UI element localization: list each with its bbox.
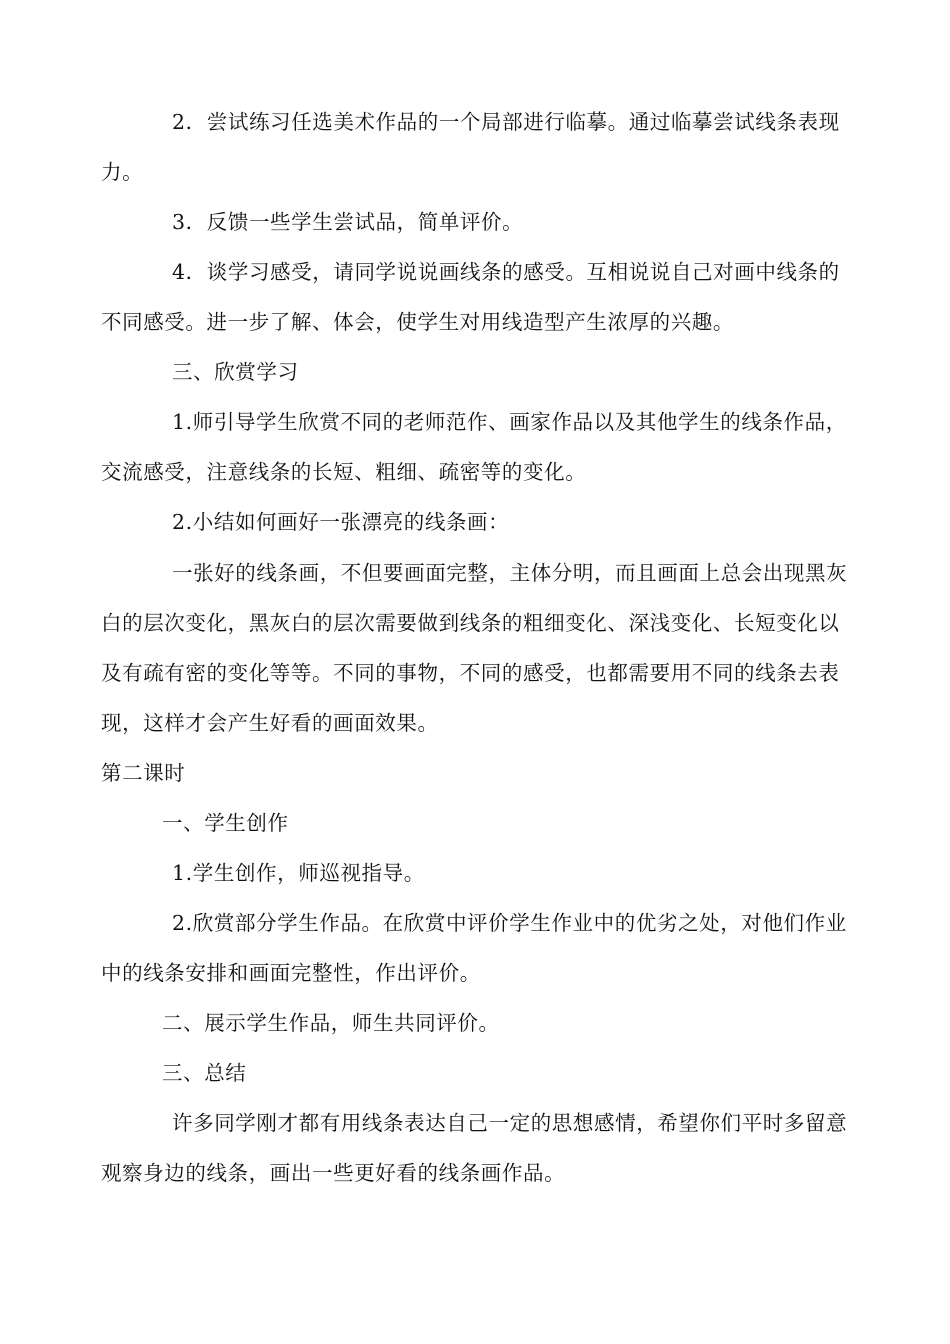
lesson-heading: 第二课时 [101, 761, 186, 785]
text-line-9: 2.小结如何画好一张漂亮的线条画： [172, 510, 510, 534]
text-line-18: 中的线条安排和画面完整性，作出评价。 [101, 961, 481, 985]
section-heading-creation: 一、学生创作 [162, 811, 289, 835]
section-heading-display: 二、展示学生作品，师生共同评价。 [162, 1011, 500, 1035]
section-heading-summary: 三、总结 [162, 1061, 247, 1085]
text-line-21: 许多同学刚才都有用线条表达自己一定的思想感情，希望你们平时多留意 [172, 1111, 848, 1135]
text-line-10: 一张好的线条画，不但要画面完整，主体分明，而且画面上总会出现黑灰 [172, 561, 848, 585]
section-heading-appreciation: 三、欣赏学习 [172, 360, 299, 384]
text-line-13: 现，这样才会产生好看的画面效果。 [101, 711, 439, 735]
text-line-7: 1.师引导学生欣赏不同的老师范作、画家作品以及其他学生的线条作品， [172, 410, 847, 434]
text-line-2: 力。 [101, 160, 144, 184]
text-line-3: 3．反馈一些学生尝试品，简单评价。 [172, 210, 524, 234]
text-line-16: 1.学生创作，师巡视指导。 [172, 861, 425, 885]
text-line-5: 不同感受。进一步了解、体会，使学生对用线造型产生浓厚的兴趣。 [101, 310, 734, 334]
text-line-8: 交流感受，注意线条的长短、粗细、疏密等的变化。 [101, 460, 587, 484]
text-line-22: 观察身边的线条，画出一些更好看的线条画作品。 [101, 1161, 566, 1185]
text-line-11: 白的层次变化，黑灰白的层次需要做到线条的粗细变化、深浅变化、长短变化以 [101, 611, 840, 635]
text-line-1: 2．尝试练习任选美术作品的一个局部进行临摹。通过临摹尝试线条表现 [172, 110, 840, 134]
text-line-4: 4．谈学习感受，请同学说说画线条的感受。互相说说自己对画中线条的 [172, 260, 840, 284]
text-line-17: 2.欣赏部分学生作品。在欣赏中评价学生作业中的优劣之处，对他们作业 [172, 911, 847, 935]
text-line-12: 及有疏有密的变化等等。不同的事物，不同的感受，也都需要用不同的线条去表 [101, 661, 840, 685]
